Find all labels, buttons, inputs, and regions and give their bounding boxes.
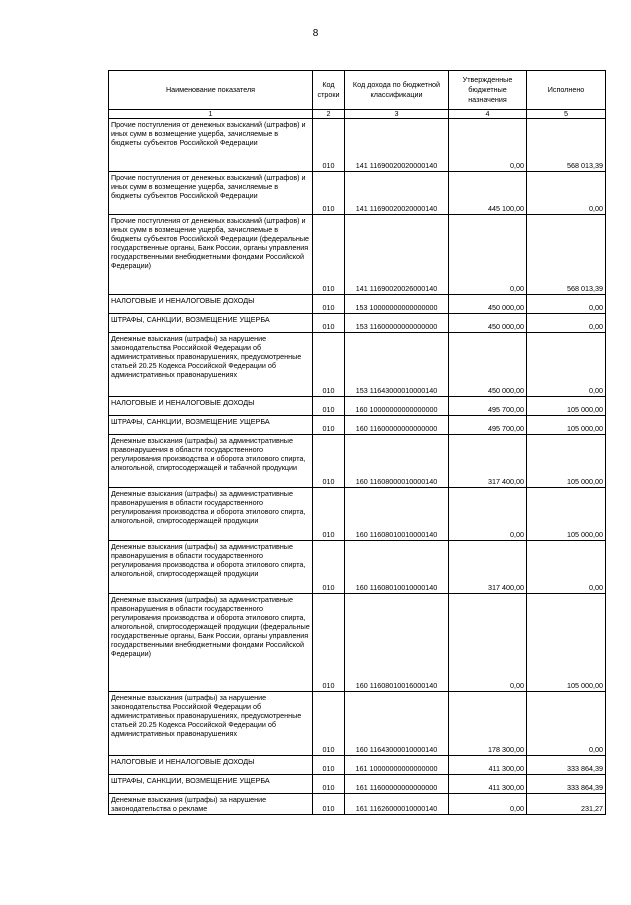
row-name-cell: НАЛОГОВЫЕ И НЕНАЛОГОВЫЕ ДОХОДЫ xyxy=(109,295,313,314)
row-approved-cell: 411 300,00 xyxy=(449,775,527,794)
row-executed-cell: 0,00 xyxy=(527,172,606,215)
row-code-cell: 010 xyxy=(313,775,345,794)
row-executed-cell: 105 000,00 xyxy=(527,488,606,541)
row-name-cell: Денежные взыскания (штрафы) за административные правонарушения в области государственного регулирования производства и оборота этилового спирта, алкогольной, спиртосодержащей и табачной продукции xyxy=(109,435,313,488)
row-approved-cell: 445 100,00 xyxy=(449,172,527,215)
row-kbk-cell: 153 11600000000000000 xyxy=(345,314,449,333)
row-name-cell: ШТРАФЫ, САНКЦИИ, ВОЗМЕЩЕНИЕ УЩЕРБА xyxy=(109,416,313,435)
row-kbk-cell: 141 11690020026000140 xyxy=(345,215,449,295)
row-approved-cell: 450 000,00 xyxy=(449,295,527,314)
row-code-cell: 010 xyxy=(313,541,345,594)
row-executed-cell: 105 000,00 xyxy=(527,397,606,416)
row-executed-cell: 231,27 xyxy=(527,794,606,815)
row-code-cell: 010 xyxy=(313,119,345,172)
row-approved-cell: 450 000,00 xyxy=(449,314,527,333)
table-row xyxy=(109,775,606,794)
row-executed-cell: 0,00 xyxy=(527,692,606,756)
row-approved-cell: 495 700,00 xyxy=(449,416,527,435)
row-kbk-cell: 141 11690020020000140 xyxy=(345,172,449,215)
table-row xyxy=(109,541,606,594)
page-number: 8 xyxy=(312,28,319,39)
row-code-cell: 010 xyxy=(313,756,345,775)
table-row xyxy=(109,435,606,488)
row-approved-cell: 178 300,00 xyxy=(449,692,527,756)
row-code-cell: 010 xyxy=(313,295,345,314)
row-approved-cell: 0,00 xyxy=(449,119,527,172)
header-approved: Утвержденные бюджетные назначения xyxy=(449,71,527,110)
row-name-cell: НАЛОГОВЫЕ И НЕНАЛОГОВЫЕ ДОХОДЫ xyxy=(109,756,313,775)
row-executed-cell: 105 000,00 xyxy=(527,435,606,488)
row-executed-cell: 105 000,00 xyxy=(527,416,606,435)
table-row xyxy=(109,594,606,692)
row-approved-cell: 317 400,00 xyxy=(449,435,527,488)
table-row xyxy=(109,756,606,775)
row-executed-cell: 333 864,39 xyxy=(527,756,606,775)
table-row xyxy=(109,314,606,333)
row-kbk-cell: 160 10000000000000000 xyxy=(345,397,449,416)
row-kbk-cell: 161 11626000010000140 xyxy=(345,794,449,815)
row-code-cell: 010 xyxy=(313,333,345,397)
row-approved-cell: 0,00 xyxy=(449,594,527,692)
row-name-cell: НАЛОГОВЫЕ И НЕНАЛОГОВЫЕ ДОХОДЫ xyxy=(109,397,313,416)
header-name: Наименование показателя xyxy=(109,71,313,110)
row-approved-cell: 0,00 xyxy=(449,215,527,295)
row-name-cell: ШТРАФЫ, САНКЦИИ, ВОЗМЕЩЕНИЕ УЩЕРБА xyxy=(109,314,313,333)
row-name-cell: Денежные взыскания (штрафы) за административные правонарушения в области государственного регулирования производства и оборота этилового спирта, алкогольной, спиртосодержащей продукции xyxy=(109,488,313,541)
row-name-cell: Прочие поступления от денежных взысканий (штрафов) и иных сумм в возмещение ущерба, зачисляемые в бюджеты субъектов Российской Федерации xyxy=(109,119,313,172)
row-approved-cell: 450 000,00 xyxy=(449,333,527,397)
row-name-cell: Денежные взыскания (штрафы) за нарушение законодательства о рекламе xyxy=(109,794,313,815)
table-row xyxy=(109,397,606,416)
row-kbk-cell: 153 10000000000000000 xyxy=(345,295,449,314)
table-row xyxy=(109,416,606,435)
row-approved-cell: 495 700,00 xyxy=(449,397,527,416)
row-kbk-cell: 160 11608010016000140 xyxy=(345,594,449,692)
row-code-cell: 010 xyxy=(313,416,345,435)
row-kbk-cell: 160 11643000010000140 xyxy=(345,692,449,756)
column-number: 2 xyxy=(313,110,345,119)
row-name-cell: Денежные взыскания (штрафы) за нарушение законодательства Российской Федерации об административных правонарушениях, предусмотренные статьей 20.25 Кодекса Российской Федерации об административных правонарушениях xyxy=(109,333,313,397)
table-row xyxy=(109,692,606,756)
row-kbk-cell: 160 11608000010000140 xyxy=(345,435,449,488)
row-code-cell: 010 xyxy=(313,794,345,815)
header-executed: Исполнено xyxy=(527,71,606,110)
column-number: 3 xyxy=(345,110,449,119)
row-name-cell: Прочие поступления от денежных взысканий (штрафов) и иных сумм в возмещение ущерба, зачисляемые в бюджеты субъектов Российской Федерации (федеральные государственные органы, Банк России, органы управления государственными внебюджетными фондами Российской Федерации) xyxy=(109,215,313,295)
column-number: 5 xyxy=(527,110,606,119)
row-code-cell: 010 xyxy=(313,397,345,416)
row-approved-cell: 411 300,00 xyxy=(449,756,527,775)
row-approved-cell: 0,00 xyxy=(449,794,527,815)
row-executed-cell: 333 864,39 xyxy=(527,775,606,794)
row-approved-cell: 0,00 xyxy=(449,488,527,541)
row-kbk-cell: 161 10000000000000000 xyxy=(345,756,449,775)
table-row xyxy=(109,794,606,815)
row-kbk-cell: 141 11690020020000140 xyxy=(345,119,449,172)
row-kbk-cell: 153 11643000010000140 xyxy=(345,333,449,397)
row-executed-cell: 0,00 xyxy=(527,314,606,333)
table-header-row xyxy=(109,71,606,110)
revenue-table xyxy=(108,70,606,815)
row-code-cell: 010 xyxy=(313,172,345,215)
column-number: 1 xyxy=(109,110,313,119)
table-row xyxy=(109,488,606,541)
row-kbk-cell: 160 11600000000000000 xyxy=(345,416,449,435)
row-executed-cell: 568 013,39 xyxy=(527,215,606,295)
row-code-cell: 010 xyxy=(313,488,345,541)
table-row xyxy=(109,333,606,397)
row-name-cell: Денежные взыскания (штрафы) за нарушение законодательства Российской Федерации об административных правонарушениях, предусмотренные статьей 20.25 Кодекса Российской Федерации об административных правонарушениях xyxy=(109,692,313,756)
column-numbers-row xyxy=(109,110,606,119)
row-executed-cell: 568 013,39 xyxy=(527,119,606,172)
row-executed-cell: 0,00 xyxy=(527,295,606,314)
row-name-cell: ШТРАФЫ, САНКЦИИ, ВОЗМЕЩЕНИЕ УЩЕРБА xyxy=(109,775,313,794)
table-row xyxy=(109,119,606,172)
row-code-cell: 010 xyxy=(313,594,345,692)
header-code: Код строки xyxy=(313,71,345,110)
table-row xyxy=(109,295,606,314)
row-kbk-cell: 161 11600000000000000 xyxy=(345,775,449,794)
row-code-cell: 010 xyxy=(313,435,345,488)
row-approved-cell: 317 400,00 xyxy=(449,541,527,594)
row-code-cell: 010 xyxy=(313,215,345,295)
row-executed-cell: 0,00 xyxy=(527,541,606,594)
row-kbk-cell: 160 11608010010000140 xyxy=(345,541,449,594)
row-name-cell: Денежные взыскания (штрафы) за административные правонарушения в области государственного регулирования производства и оборота этилового спирта, алкогольной, спиртосодержащей продукции xyxy=(109,541,313,594)
row-name-cell: Денежные взыскания (штрафы) за административные правонарушения в области государственного регулирования производства и оборота этилового спирта, алкогольной, спиртосодержащей продукции (федеральные государственные органы, Банк России, органы управления государственными внебюджетными фондами Российской Федерации) xyxy=(109,594,313,692)
table-row xyxy=(109,172,606,215)
row-executed-cell: 0,00 xyxy=(527,333,606,397)
table-row xyxy=(109,215,606,295)
row-kbk-cell: 160 11608010010000140 xyxy=(345,488,449,541)
row-code-cell: 010 xyxy=(313,314,345,333)
row-executed-cell: 105 000,00 xyxy=(527,594,606,692)
row-code-cell: 010 xyxy=(313,692,345,756)
column-number: 4 xyxy=(449,110,527,119)
row-name-cell: Прочие поступления от денежных взысканий (штрафов) и иных сумм в возмещение ущерба, зачисляемые в бюджеты субъектов Российской Федерации xyxy=(109,172,313,215)
header-kbk: Код дохода по бюджетной классификации xyxy=(345,71,449,110)
